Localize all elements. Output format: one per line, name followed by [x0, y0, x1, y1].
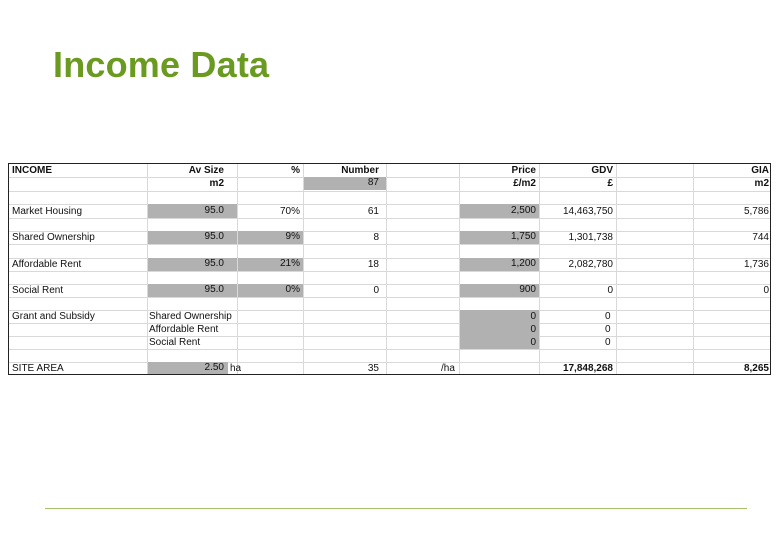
- grid-line: [9, 297, 770, 298]
- gia-cell: 5,786: [743, 206, 769, 217]
- price-input[interactable]: 1,200: [460, 258, 539, 271]
- grid-line: [9, 258, 770, 259]
- grant-price-input[interactable]: 0: [530, 311, 536, 322]
- row-label-site-area: SITE AREA: [12, 363, 64, 374]
- gdv-cell: 1,301,738: [568, 232, 613, 243]
- site-area-input[interactable]: 2.50: [148, 362, 228, 374]
- number-cell: 0: [373, 285, 379, 296]
- gia-cell: 744: [752, 232, 769, 243]
- header-gdv: GDV: [591, 165, 613, 176]
- price-input[interactable]: 1,750: [460, 231, 539, 244]
- grid-line: [539, 164, 540, 374]
- grid-line: [9, 191, 770, 192]
- price-input[interactable]: 900: [460, 284, 539, 297]
- number-cell: 8: [373, 232, 379, 243]
- grant-price-input[interactable]: 0: [530, 337, 536, 348]
- grant-gdv-cell: 0: [605, 337, 611, 348]
- av-size-input[interactable]: 95.0: [148, 284, 237, 297]
- gia-total: 8,265: [743, 363, 769, 374]
- page-title: Income Data: [53, 44, 270, 85]
- grid-line: [9, 323, 770, 324]
- grid-line: [9, 244, 770, 245]
- row-label-market-housing: Market Housing: [12, 206, 83, 217]
- number-cell: 18: [367, 259, 379, 270]
- grid-line: [616, 164, 617, 374]
- number-cell: 61: [367, 206, 379, 217]
- av-size-input[interactable]: 95.0: [148, 204, 237, 218]
- header-av-size: Av Size: [188, 165, 224, 176]
- av-size-input[interactable]: 95.0: [148, 258, 237, 271]
- grant-item-label: Shared Ownership: [149, 311, 232, 322]
- percent-input[interactable]: 9%: [238, 231, 303, 244]
- row-label-social-rent: Social Rent: [12, 285, 64, 296]
- grant-price-input[interactable]: 0: [530, 324, 536, 335]
- grant-item-label: Affordable Rent: [149, 324, 219, 335]
- income-table: [8, 163, 771, 375]
- grant-gdv-cell: 0: [605, 311, 611, 322]
- row-label-affordable-rent: Affordable Rent: [12, 259, 82, 270]
- gia-cell: 0: [763, 285, 769, 296]
- grid-line: [9, 231, 770, 232]
- percent-input[interactable]: 0%: [238, 284, 303, 297]
- grid-line: [9, 284, 770, 285]
- grid-line: [9, 204, 770, 205]
- grid-line: [9, 336, 770, 337]
- row-label-shared-ownership: Shared Ownership: [12, 232, 95, 243]
- grid-line: [9, 362, 770, 363]
- grid-line: [9, 177, 770, 178]
- header-price: Price: [511, 165, 536, 176]
- header-income: INCOME: [12, 165, 52, 176]
- header-percent: %: [291, 165, 300, 176]
- gdv-cell: 2,082,780: [568, 259, 613, 270]
- price-input[interactable]: 2,500: [460, 204, 539, 218]
- row-label-grant-subsidy: Grant and Subsidy: [12, 311, 95, 322]
- av-size-input[interactable]: 95.0: [148, 231, 237, 244]
- header-price-unit: £/m2: [513, 178, 536, 189]
- density-cell: 35: [367, 363, 379, 374]
- grid-line: [693, 164, 694, 374]
- grant-item-label: Social Rent: [149, 337, 201, 348]
- gdv-total: 17,848,268: [562, 363, 613, 374]
- density-unit: /ha: [441, 363, 455, 374]
- footer-divider: [45, 508, 747, 509]
- header-gdv-unit: £: [607, 178, 613, 189]
- grid-line: [386, 164, 387, 374]
- header-gia: GIA: [751, 165, 769, 176]
- grid-line: [9, 218, 770, 219]
- header-av-size-unit: m2: [209, 178, 224, 189]
- gia-cell: 1,736: [743, 259, 769, 270]
- gdv-cell: 0: [607, 285, 613, 296]
- header-gia-unit: m2: [754, 178, 769, 189]
- header-number: Number: [341, 165, 379, 176]
- total-units-cell: 87: [304, 177, 386, 190]
- grid-line: [9, 271, 770, 272]
- grant-gdv-cell: 0: [605, 324, 611, 335]
- percent-input[interactable]: 21%: [238, 258, 303, 271]
- grid-line: [9, 310, 770, 311]
- gdv-cell: 14,463,750: [562, 206, 613, 217]
- grid-line: [303, 164, 304, 374]
- site-area-unit: ha: [230, 363, 242, 374]
- grid-line: [9, 349, 770, 350]
- percent-cell: 70%: [279, 206, 300, 217]
